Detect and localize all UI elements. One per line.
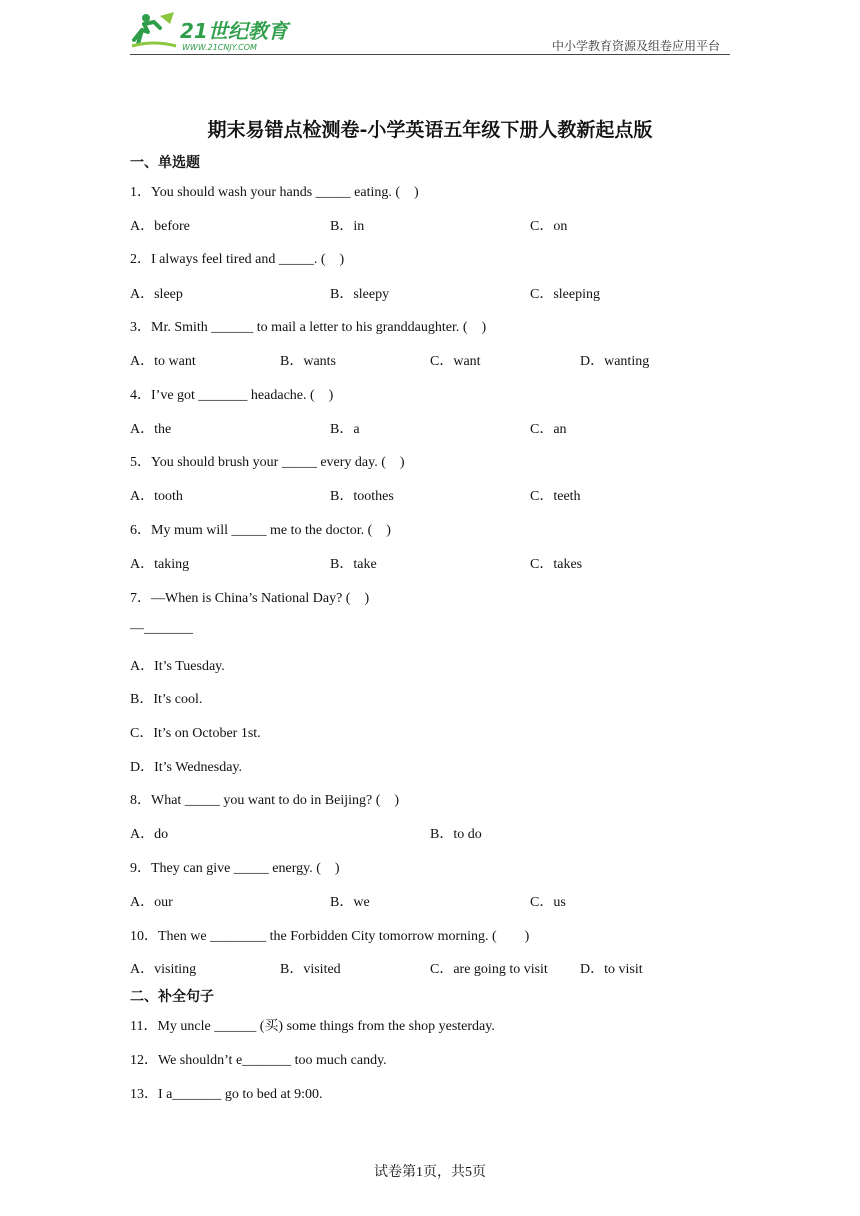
page-footer: 试卷第1页，共5页 xyxy=(374,1165,486,1180)
question-stem: 4．I’ve got _______ headache. ( ) xyxy=(130,388,334,403)
answer-option: C．us xyxy=(530,895,566,910)
answer-option: A．taking xyxy=(130,557,190,572)
header-platform-text: 中小学教育资源及组卷应用平台 xyxy=(551,39,720,53)
answer-option: C．sleeping xyxy=(530,287,600,302)
header-divider xyxy=(130,54,730,55)
answer-option: B．in xyxy=(330,219,365,234)
answer-option: A．our xyxy=(130,895,173,910)
question-stem: 8．What _____ you want to do in Beijing? ( ) xyxy=(130,793,400,808)
answer-blank: —_______ xyxy=(130,621,193,636)
answer-option: C．It’s on October 1st. xyxy=(130,726,261,741)
answer-option: A．sleep xyxy=(130,287,183,302)
question-stem: 3．Mr. Smith ______ to mail a letter to his granddaughter. ( ) xyxy=(130,320,487,335)
answer-option: D．to visit xyxy=(580,962,643,977)
answer-option: A．It’s Tuesday. xyxy=(130,659,225,674)
question-stem: 12．We shouldn’t e_______ too much candy. xyxy=(130,1053,387,1068)
answer-option: B．visited xyxy=(280,962,341,977)
answer-option: A．before xyxy=(130,219,190,234)
section-heading: 二、补全句子 xyxy=(130,989,214,1005)
answer-option: B．we xyxy=(330,895,370,910)
answer-option: B．sleepy xyxy=(330,287,390,302)
answer-option: D．It’s Wednesday. xyxy=(130,760,243,775)
answer-option: A．to want xyxy=(130,354,196,369)
answer-option: C．are going to visit xyxy=(430,962,548,977)
question-stem: 2．I always feel tired and _____. ( ) xyxy=(130,252,345,267)
page-header xyxy=(130,10,730,56)
answer-option: B．to do xyxy=(430,827,482,842)
answer-option: A．do xyxy=(130,827,169,842)
site-logo xyxy=(130,10,300,54)
answer-option: B．toothes xyxy=(330,489,394,504)
answer-option: C．on xyxy=(530,219,568,234)
answer-option: A．visiting xyxy=(130,962,197,977)
question-stem: 9．They can give _____ energy. ( ) xyxy=(130,861,340,876)
answer-option: B．It’s cool. xyxy=(130,692,203,707)
question-stem: 5．You should brush your _____ every day. ( ) xyxy=(130,455,405,470)
logo-sub-text: WWW.21CNJY.COM xyxy=(182,43,257,52)
answer-option: C．an xyxy=(530,422,567,437)
runner-icon xyxy=(132,12,176,46)
question-stem: 10．Then we ________ the Forbidden City tomorrow morning. ( ) xyxy=(130,929,530,944)
logo-main-text: 21世纪教育 xyxy=(180,19,288,43)
section-heading: 一、单选题 xyxy=(130,155,200,171)
question-stem: 13．I a_______ go to bed at 9:00. xyxy=(130,1087,323,1102)
question-stem: 1．You should wash your hands _____ eating. ( ) xyxy=(130,185,419,200)
answer-option: B．a xyxy=(330,422,360,437)
question-stem: 11．My uncle ______ (买) some things from the shop yesterday. xyxy=(130,1019,495,1034)
answer-option: A．the xyxy=(130,422,172,437)
question-stem: 7．—When is China’s National Day? ( ) xyxy=(130,591,370,606)
answer-option: C．want xyxy=(430,354,481,369)
answer-option: B．wants xyxy=(280,354,336,369)
answer-option: B．take xyxy=(330,557,377,572)
page-title: 期末易错点检测卷-小学英语五年级下册人教新起点版 xyxy=(207,119,653,141)
question-stem: 6．My mum will _____ me to the doctor. ( ) xyxy=(130,523,391,538)
answer-option: C．teeth xyxy=(530,489,581,504)
answer-option: D．wanting xyxy=(580,354,650,369)
answer-option: C．takes xyxy=(530,557,583,572)
answer-option: A．tooth xyxy=(130,489,183,504)
